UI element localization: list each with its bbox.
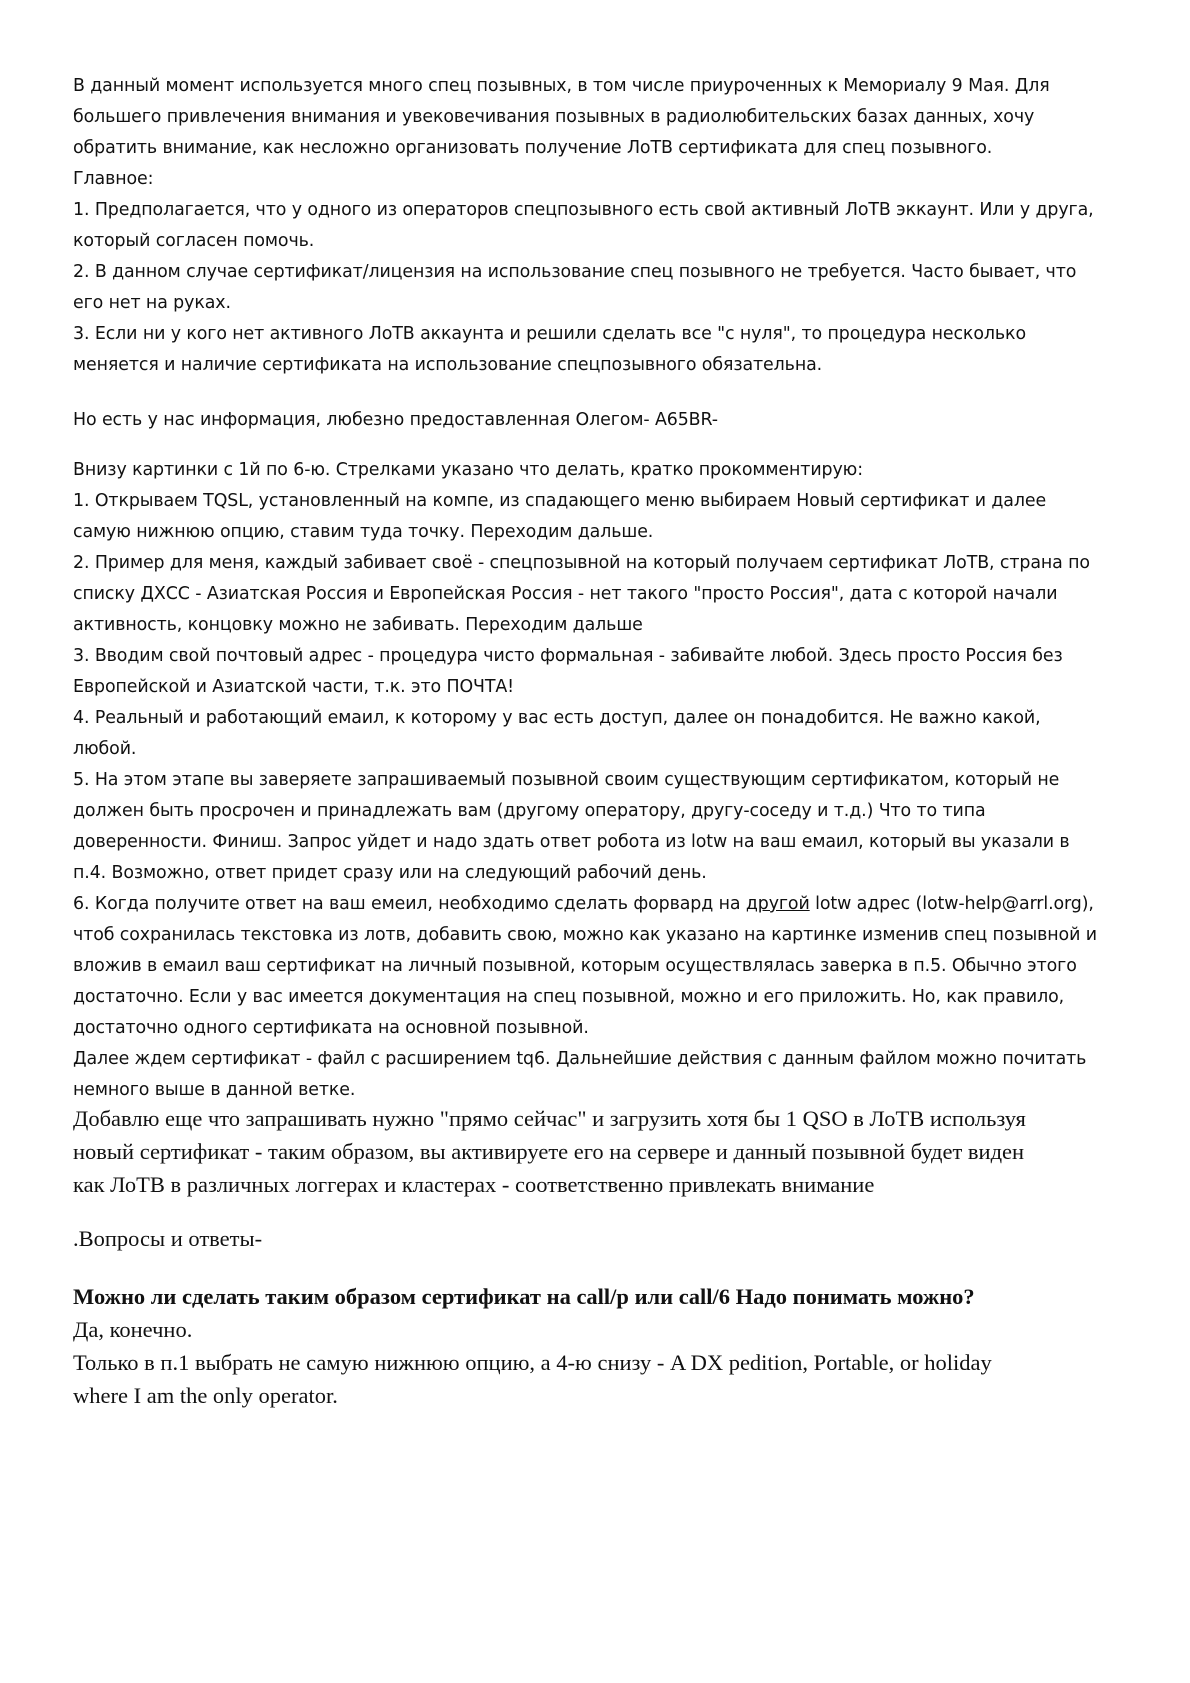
step-line: доверенности. Финиш. Запрос уйдет и надо здать ответ робота из lotw на ваш емаил, который вы указали в: [73, 832, 1070, 852]
step-line: должен быть просрочен и принадлежать вам (другому оператору, другу-соседу и т.д.) Что то типа: [73, 801, 986, 821]
other-address-underlined: другой: [745, 894, 810, 914]
step-line: активность, концовку можно не забивать. Переходим дальше: [73, 615, 643, 635]
intro-section: [73, 71, 1133, 381]
step-6-text: lotw адрес (lotw-help@arrl.org),: [809, 894, 1094, 914]
step-line: 5. На этом этапе вы заверяете запрашиваемый позывной своим существующим сертификатом, который не: [73, 770, 1060, 790]
intro-line: 1. Предполагается, что у одного из операторов спецпозывного есть свой активный ЛоТВ эккаунт. Или у друга,: [73, 200, 1094, 220]
qa-section: [73, 1280, 1133, 1412]
addendum-line: Добавлю еще что запрашивать нужно "прямо сейчас" и загрузить хотя бы 1 QSO в ЛоТВ используя: [73, 1106, 1026, 1131]
step-line: чтоб сохранилась текстовка из лотв, добавить свою, можно как указано на картинке изменив спец позывной и: [73, 925, 1097, 945]
step-line: 2. Пример для меня, каждый забивает своё - спецпозывной на который получаем сертификат ЛоТВ, страна по: [73, 553, 1090, 573]
qa-heading: [73, 1222, 1133, 1255]
qa-answer-line: Да, конечно.: [73, 1317, 193, 1342]
step-line: вложив в емаил ваш сертификат на личный позывной, которым осуществлялась заверка в п.5. Обычно этого: [73, 956, 1077, 976]
step-line: любой.: [73, 739, 137, 759]
source-note: [73, 405, 1133, 436]
addendum-section: [73, 1102, 1133, 1201]
step-line: 3. Вводим свой почтовый адрес - процедура чисто формальная - забивайте любой. Здесь просто Россия без: [73, 646, 1063, 666]
qa-answer-line: where I am the only operator.: [73, 1383, 338, 1408]
step-line: самую нижнюю опцию, ставим туда точку. Переходим дальше.: [73, 522, 654, 542]
qa-question: Можно ли сделать таким образом сертификат на call/p или call/6 Надо понимать можно?: [73, 1284, 975, 1309]
steps-intro-line: Внизу картинки с 1й по 6-ю. Стрелками указано что делать, кратко прокомментирую:: [73, 460, 863, 480]
step-6-line: [73, 889, 1133, 920]
intro-line: его нет на руках.: [73, 293, 231, 313]
step-line: Далее ждем сертификат - файл с расширением tq6. Дальнейшие действия с данным файлом можно почитать: [73, 1049, 1087, 1069]
intro-heading: Главное:: [73, 169, 154, 189]
steps-section: [73, 455, 1133, 1106]
intro-line: обратить внимание, как несложно организовать получение ЛоТВ сертификата для спец позывного.: [73, 138, 993, 158]
qa-answer-line: Только в п.1 выбрать не самую нижнюю опцию, а 4-ю снизу - A DX pedition, Portable, or holiday: [73, 1350, 992, 1375]
intro-line: В данный момент используется много спец позывных, в том числе приуроченных к Мемориалу 9 Мая. Для: [73, 76, 1050, 96]
step-line: достаточно одного сертификата на основной позывной.: [73, 1018, 589, 1038]
addendum-line: как ЛоТВ в различных логгерах и кластерах - соответственно привлекать внимание: [73, 1172, 875, 1197]
intro-line: большего привлечения внимания и увековечивания позывных в радиолюбительских базах данных, хочу: [73, 107, 1035, 127]
intro-line: 2. В данном случае сертификат/лицензия на использование спец позывного не требуется. Часто бывает, что: [73, 262, 1077, 282]
source-note-line: Но есть у нас информация, любезно предоставленная Олегом- A65BR-: [73, 410, 718, 430]
step-line: п.4. Возможно, ответ придет сразу или на следующий рабочий день.: [73, 863, 707, 883]
step-6-text: 6. Когда получите ответ на ваш емеил, необходимо сделать форвард на: [73, 894, 746, 914]
intro-line: 3. Если ни у кого нет активного ЛоТВ аккаунта и решили сделать все "с нуля", то процедура несколько: [73, 324, 1026, 344]
step-line: 4. Реальный и работающий емаил, к которому у вас есть доступ, далее он понадобится. Не важно какой,: [73, 708, 1041, 728]
addendum-line: новый сертификат - таким образом, вы активируете его на сервере и данный позывной будет виден: [73, 1139, 1025, 1164]
step-line: списку ДХСС - Азиатская Россия и Европейская Россия - нет такого "просто Россия", дата с которой начали: [73, 584, 1058, 604]
step-line: немного выше в данной ветке.: [73, 1080, 356, 1100]
qa-heading-text: .Вопросы и ответы-: [73, 1226, 263, 1251]
step-line: Европейской и Азиатской части, т.к. это ПОЧТА!: [73, 677, 515, 697]
step-line: достаточно. Если у вас имеется документация на спец позывной, можно и его приложить. Но, как правило,: [73, 987, 1065, 1007]
intro-line: который согласен помочь.: [73, 231, 315, 251]
step-line: 1. Открываем TQSL, установленный на компе, из спадающего меню выбираем Новый сертификат и далее: [73, 491, 1047, 511]
intro-line: меняется и наличие сертификата на использование спецпозывного обязательна.: [73, 355, 823, 375]
